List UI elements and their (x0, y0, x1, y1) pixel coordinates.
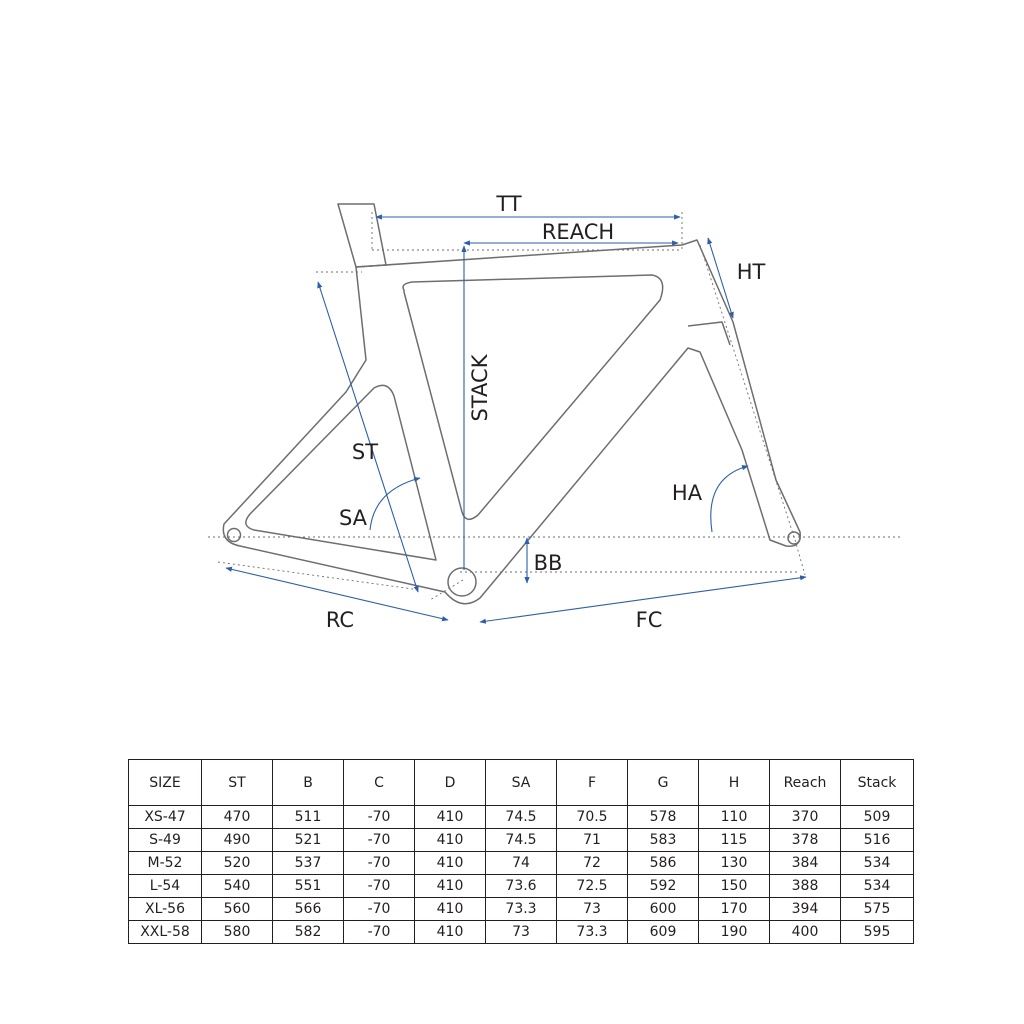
table-cell: -70 (344, 898, 415, 921)
table-cell: 511 (273, 806, 344, 829)
label-reach: REACH (541, 220, 615, 244)
size-cell: XXL-58 (129, 921, 202, 944)
frame-outline (223, 240, 800, 604)
label-fc: FC (635, 608, 663, 632)
table-cell: 378 (770, 829, 841, 852)
table-cell: 580 (202, 921, 273, 944)
column-header-c: C (344, 760, 415, 806)
table-cell: -70 (344, 829, 415, 852)
rear-dropout (228, 529, 241, 542)
table-cell: 534 (841, 852, 914, 875)
table-cell: 566 (273, 898, 344, 921)
table-cell: 73 (486, 921, 557, 944)
size-cell: XL-56 (129, 898, 202, 921)
table-cell: 578 (628, 806, 699, 829)
table-cell: 73.3 (486, 898, 557, 921)
table-row (129, 875, 914, 898)
label-st: ST (351, 440, 379, 464)
table-cell: 410 (415, 829, 486, 852)
table-cell: 534 (841, 875, 914, 898)
label-tt: TT (496, 192, 522, 216)
table-cell: 388 (770, 875, 841, 898)
table-cell: 592 (628, 875, 699, 898)
column-header-size: SIZE (129, 760, 202, 806)
table-cell: 521 (273, 829, 344, 852)
label-ha: HA (671, 481, 703, 505)
table-cell: 582 (273, 921, 344, 944)
bike-frame (223, 204, 800, 604)
table-cell: -70 (344, 852, 415, 875)
table-row (129, 829, 914, 852)
table-cell: 73.3 (557, 921, 628, 944)
table-cell: 400 (770, 921, 841, 944)
main-triangle-cutout (403, 275, 663, 519)
table-cell: 170 (699, 898, 770, 921)
dimension-lines (226, 217, 806, 622)
column-header-st: ST (202, 760, 273, 806)
table-cell: 583 (628, 829, 699, 852)
label-ht: HT (736, 260, 766, 284)
table-cell: 70.5 (557, 806, 628, 829)
rear-triangle-cutout (246, 385, 436, 560)
table-cell: 74.5 (486, 806, 557, 829)
column-header-b: B (273, 760, 344, 806)
table-cell: 384 (770, 852, 841, 875)
ht-dimension (708, 238, 733, 318)
table-row (129, 806, 914, 829)
label-rc: RC (325, 608, 355, 632)
table-cell: 600 (628, 898, 699, 921)
table-cell: 609 (628, 921, 699, 944)
column-header-f: F (557, 760, 628, 806)
size-cell: L-54 (129, 875, 202, 898)
table-cell: 586 (628, 852, 699, 875)
table-header-row (129, 760, 914, 806)
table-cell: 74 (486, 852, 557, 875)
size-cell: M-52 (129, 852, 202, 875)
table-cell: 73 (557, 898, 628, 921)
column-header-reach: Reach (770, 760, 841, 806)
table-cell: 551 (273, 875, 344, 898)
table-cell: 73.6 (486, 875, 557, 898)
table-row (129, 898, 914, 921)
table-cell: 490 (202, 829, 273, 852)
table-cell: 74.5 (486, 829, 557, 852)
table-cell: 560 (202, 898, 273, 921)
table-cell: 520 (202, 852, 273, 875)
table-cell: 110 (699, 806, 770, 829)
head-tube-detail (688, 322, 730, 345)
column-header-stack: Stack (841, 760, 914, 806)
st-dimension (318, 282, 418, 592)
table-cell: -70 (344, 921, 415, 944)
table-cell: 410 (415, 852, 486, 875)
column-header-d: D (415, 760, 486, 806)
column-header-h: H (699, 760, 770, 806)
table-cell: 470 (202, 806, 273, 829)
table-cell: -70 (344, 806, 415, 829)
table-cell: 540 (202, 875, 273, 898)
table-cell: 410 (415, 875, 486, 898)
table-cell: 410 (415, 898, 486, 921)
table-cell: 509 (841, 806, 914, 829)
table-cell: 410 (415, 806, 486, 829)
reference-lines (208, 212, 900, 600)
label-stack: STACK (468, 354, 492, 422)
table-cell: 72 (557, 852, 628, 875)
table-cell: 537 (273, 852, 344, 875)
table-cell: 71 (557, 829, 628, 852)
table-cell: 115 (699, 829, 770, 852)
fork-dropout (788, 532, 800, 544)
table-cell: 394 (770, 898, 841, 921)
table-cell: 575 (841, 898, 914, 921)
table-cell: 370 (770, 806, 841, 829)
table-cell: 190 (699, 921, 770, 944)
label-sa: SA (338, 506, 368, 530)
seat-post (338, 204, 386, 267)
geometry-table (128, 759, 914, 944)
ha-arc (711, 466, 748, 532)
table-row (129, 921, 914, 944)
table-cell: 72.5 (557, 875, 628, 898)
table-cell: 130 (699, 852, 770, 875)
table-cell: 595 (841, 921, 914, 944)
table-cell: 410 (415, 921, 486, 944)
size-cell: S-49 (129, 829, 202, 852)
column-header-sa: SA (486, 760, 557, 806)
table-cell: -70 (344, 875, 415, 898)
table-row (129, 852, 914, 875)
column-header-g: G (628, 760, 699, 806)
table-cell: 150 (699, 875, 770, 898)
label-bb: BB (533, 551, 563, 575)
table-cell: 516 (841, 829, 914, 852)
size-cell: XS-47 (129, 806, 202, 829)
